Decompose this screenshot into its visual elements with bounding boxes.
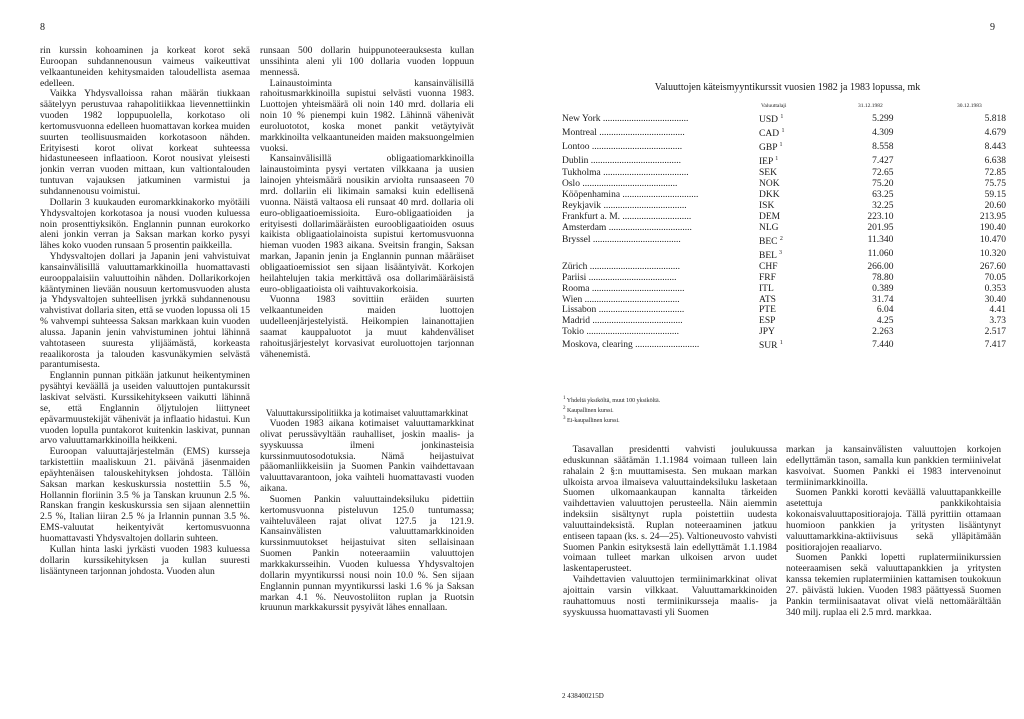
- value-1982-cell: 31.74: [872, 294, 894, 305]
- header-currency: Valuuttalaji: [761, 103, 787, 109]
- currency-cell: JPY: [759, 327, 775, 338]
- paragraph: Vaihdettavien valuuttojen termiinimarkkinat olivat ajoittain varsin vilkkaat. Valuuttamarkkinoiden rauhattomuus nosti termiinikursseja maalis- ja syyskuussa huomattavasti yli Suomen: [563, 574, 777, 618]
- column-2-top: [260, 46, 474, 376]
- footnote: $^3$ Ei-kaupallinen kurssi.: [563, 416, 620, 424]
- paragraph: Suomen Pankki lopetti ruplatermiinikurssien noteeraamisen sekä valuuttapankkien ja yritysten kanssa tekemien ruplatermiinien kattamisen toukokuun 27. päivästä lukien. Vuoden 1983 päättyessä Suomen Pankin termiinisaatavat olivat vielä nettomäärältään 340 milj. ruplaa eli 2.5 mrd. markkaa.: [786, 552, 1001, 618]
- table-footnotes: [563, 395, 660, 425]
- table-row: [562, 262, 1006, 273]
- currency-cell: GBP $^1$: [759, 142, 783, 154]
- city-cell: Lissabon ....................................: [562, 305, 685, 316]
- currency-cell: BEC $^2$: [759, 235, 783, 247]
- page-number-left: 8: [40, 22, 45, 33]
- currency-cell: ISK: [759, 200, 775, 211]
- table-row: [562, 190, 1006, 201]
- paragraph: markan ja kansainvälisten valuuttojen korkojen edellyttämän tason, samalla kun pankkien termiinivelat kasvoivat. Suomen Pankki ei 1983 intervenoinut termiinimarkkinoilla.: [786, 445, 1001, 488]
- city-cell: Pariisi .....................................: [562, 272, 677, 283]
- footnote: $^2$ Kaupallinen kurssi.: [563, 406, 614, 414]
- paragraph: Englannin punnan pitkään jatkunut heikentyminen pysähtyi keväällä ja useiden valuuttojen puntakurssit laskivat selvästi. Kurssikehitykseen vaikutti lähinnä se, että Englannin öljytulojen liittyneet epävarmuustekijät vähenivät ja inflaatio hidastui. Kun vuoden lopulla puntakorot kuitenkin laskivat, punnan arvo valuuttamarkkinoilla heikkeni.: [40, 370, 250, 447]
- paragraph: Vuoden 1983 aikana kotimaiset valuuttamarkkinat olivat perussävyltään rauhalliset, joskin maalis- ja syyskuussa ilmeni jonkinasteisia kurssinmuutosodotuksia. Nämä heijastuivat pääomanliikkeisiin ja Suomen Pankin vaihdettavaan valuuttavarantoon, joka vaihteli huomattavasti vuoden aikana.: [260, 418, 474, 495]
- table-row: [562, 327, 1006, 338]
- column-1: [40, 46, 250, 706]
- column-4: [786, 445, 1001, 695]
- city-cell: [562, 248, 753, 262]
- value-1983-cell: 4.41: [989, 305, 1006, 316]
- city-cell: Oslo ........................................: [562, 179, 678, 190]
- value-1983-cell: 267.60: [979, 261, 1006, 272]
- value-1983-cell: 0.353: [984, 283, 1006, 294]
- value-1983-cell: 5.818: [984, 113, 1006, 124]
- city-cell: New York ....................................: [562, 113, 689, 124]
- table-row: [562, 273, 1006, 284]
- footnote: $^1$ Yhdeltä yksiköltä, muut 100 yksiköltä.: [563, 396, 661, 404]
- table-row: [562, 126, 1006, 140]
- currency-cell: SEK: [759, 168, 777, 179]
- value-1983-cell: 75.75: [984, 179, 1006, 190]
- city-cell: Zürich ......................................: [562, 261, 680, 272]
- value-1982-cell: 0.389: [872, 283, 894, 294]
- value-1982-cell: 7.427: [872, 155, 894, 166]
- value-1982-cell: 72.65: [872, 168, 894, 179]
- currency-cell: BEL $^3$: [759, 249, 782, 261]
- city-cell: Amsterdam ...................................: [562, 222, 692, 233]
- value-1982-cell: 266.00: [867, 261, 894, 272]
- city-cell: Moskova, clearing ...........................: [562, 339, 700, 350]
- currency-cell: CHF: [759, 261, 778, 272]
- value-1983-cell: 70.05: [984, 272, 1006, 283]
- city-cell: Bryssel .....................................: [562, 235, 681, 246]
- value-1982-cell: 78.80: [872, 272, 894, 283]
- table-row: [562, 305, 1006, 316]
- paragraph: runsaan 500 dollarin huippunoteerauksesta kullan unssihinta aleni yli 100 dollaria vuoden loppuun mennessä.: [260, 46, 474, 78]
- table-row: [562, 338, 1006, 352]
- value-1983-cell: 59.15: [984, 190, 1006, 201]
- value-1982-cell: 11.340: [867, 235, 894, 246]
- currency-cell: CAD $^1$: [759, 128, 785, 140]
- value-1983-cell: 7.417: [984, 339, 1006, 350]
- column-2-bottom: [260, 408, 474, 708]
- paragraph: Kansainvälisillä obligaatiomarkkinoilla lainaustoiminta pysyi vertaten vilkkaana ja uusien lainojen yhteismäärä nousikin arviolta runsaaseen 70 mrd. dollariin eli likimain samaksi kuin edellisenä vuonna. Näistä valtaosa eli runsaat 40 mrd. dollaria oli euro-obligaatioemissioita. Euro-obligaatioiden ja erityisesti dollarimääräisten euroobligaatioiden osuus kaikista obligaatiolainoista supistui kertomusvuonna hieman vuoden 1983 aikana. Sveitsin frangin, Saksan markan, Japanin jenin ja Englannin punnan määräiset obligaatioemissiot sen sijaan lisääntyivät. Korkojen heilahtelujen takia merkittävä osa dollarimääräisistä euro-obligaatioista oli vaihtuvakorkoisia.: [260, 153, 474, 295]
- table-row: [562, 248, 1006, 262]
- city-cell: Madrid ......................................: [562, 316, 683, 327]
- paragraph: Tasavallan presidentti vahvisti joulukuussa eduskunnan säätämän 1.1.1984 voimaan tulleen lain rahalain 2 §:n muuttamisesta. Sen mukaan markan ulkoista arvoa ilmaiseva valuuttaindeksiluku lasketaan Suomen ulkomaankaupan kannalta tärkeiden vaihdettavien valuuttojen perusteella. Näin aiemmin indeksiin sisältynyt rupla poistettiin uudesta valuuttaindeksistä. Ruplan noteeraaminen jatkuu entiseen tapaan (ks. s. 24—25). Valtioneuvosto vahvisti Suomen Pankin esityksestä lain edellyttämät 1.1.1984 voimaan tulleet markan ulkoisen arvon uudet laskentaperusteet.: [563, 445, 777, 575]
- currency-cell: NOK: [759, 179, 780, 190]
- value-1983-cell: 2.517: [984, 327, 1006, 338]
- table-row: [562, 223, 1006, 234]
- value-1983-cell: 10.320: [979, 249, 1006, 260]
- city-cell: Frankfurt a. M. .............................: [562, 211, 692, 222]
- paragraph: Kullan hinta laski jyrkästi vuoden 1983 kuluessa dollarin kurssikehityksen ja kullan suuresti lisääntyneen tarjonnan johdosta. Vuoden alun: [40, 543, 250, 577]
- value-1982-cell: 63.25: [872, 190, 894, 201]
- currency-cell: ESP: [759, 316, 776, 327]
- city-cell: Tukholma ....................................: [562, 168, 689, 179]
- value-1983-cell: 3.73: [989, 316, 1006, 327]
- value-1982-cell: 75.20: [872, 179, 894, 190]
- city-cell: Wien ........................................: [562, 294, 680, 305]
- table-row: [562, 201, 1006, 212]
- currency-cell: PTE: [759, 305, 776, 316]
- value-1983-cell: 4.679: [984, 127, 1006, 138]
- value-1982-cell: 2.263: [872, 327, 894, 338]
- value-1982-cell: 7.440: [872, 339, 894, 350]
- paragraph: Suomen Pankin valuuttaindeksiluku pidettiin kertomusvuonna pisteluvun 125.0 tuntumassa; vaihteluväleen rajat olivat 127.5 ja 121.9. Kansainvälisten valuuttamarkkinoiden kurssinmuutokset heijastuivat siten sellaisinaan Suomen Pankin noteeraamiin valuuttojen markkakursseihin. Vuoden kuluessa Yhdysvaltojen dollarin myyntikurssi nousi noin 10.0 %. Sen sijaan Englannin punnan myyntikurssi laski 1.6 % ja Saksan markan 4.1 %. Neuvostoliiton ruplan ja Ruotsin kruunun markkakurssit pysyivät lähes ennallaan.: [260, 493, 474, 614]
- city-cell: Dublin ......................................: [562, 155, 682, 166]
- value-1982-cell: 8.558: [872, 141, 894, 152]
- city-cell: Tokio .......................................: [562, 327, 680, 338]
- value-1983-cell: 30.40: [984, 294, 1006, 305]
- paragraph: rin kurssin kohoaminen ja korkeat korot sekä Euroopan suhdannenousun vaimeus vaikeuttivat velkaantuneiden kehitysmaiden taloudellista asemaa edelleen.: [40, 46, 250, 89]
- column-3: [563, 445, 777, 695]
- value-1983-cell: 213.95: [979, 211, 1006, 222]
- city-cell: Montreal ....................................: [562, 127, 685, 138]
- city-cell: Reykjavik ...................................: [562, 200, 687, 211]
- currency-cell: DEM: [759, 211, 781, 222]
- value-1983-cell: 6.638: [984, 155, 1006, 166]
- table-row: [562, 212, 1006, 223]
- table-row: [562, 234, 1006, 248]
- paragraph: Vaikka Yhdysvalloissa rahan määrän tiukkaan säätelyyn perustuvaa rahapolitiikkaa lievennettiinkin vuoden 1982 loppupuolella, korkotaso oli kertomusvuonna edelleen huomattavan korkea muiden suurten teollisuusmaiden korkotasoon nähden. Erityisesti korot olivat korkeat suhteessa hidastuneeseen inflaatioon. Korot nousivat yleisesti jonkin verran vuoden mittaan, kun valtiontalouden tuntuvan vajauksen jatkuminen varmistui ja suhdannenousu voimistui.: [40, 88, 250, 197]
- city-cell: Rooma .......................................: [562, 283, 685, 294]
- section-heading: Valuuttakurssipolitiikka ja kotimaiset valuuttamarkkinat: [265, 408, 469, 418]
- table-row: [562, 284, 1006, 295]
- city-cell: Kööpenhamina ................................: [562, 190, 699, 201]
- paragraph: Vuonna 1983 sovittiin eräiden suurten velkaantuneiden maiden luottojen uudelleenjärjestelyistä. Heikompien lainanottajien saamat kauppaluotot ja muut kahdenväliset rahoitusjärjestelyt korvasivat euroluottojen tarjonnan vähenemistä.: [260, 294, 474, 360]
- value-1982-cell: 201.95: [867, 222, 894, 233]
- value-1982-cell: 4.309: [872, 127, 894, 138]
- paragraph: Lainaustoiminta kansainvälisillä rahoitusmarkkinoilla supistui selvästi vuonna 1983. Luottojen yhteismäärä oli noin 140 mrd. dollaria eli noin 10 % pienempi kuin 1982. Lähinnä vähenivät euroluototot, koska monet pankit vetäytyivät markkinoilta velkaantuneiden maiden maksuongelmien vuoksi.: [260, 77, 474, 154]
- currency-cell: FRF: [759, 272, 776, 283]
- header-1982: 31.12.1982: [858, 103, 883, 109]
- value-1982-cell: 11.060: [867, 249, 894, 260]
- header-1983: 30.12.1983: [957, 103, 982, 109]
- value-1982-cell: 5.299: [872, 113, 894, 124]
- currency-cell: DKK: [759, 190, 780, 201]
- value-1982-cell: 32.25: [872, 200, 894, 211]
- exchange-rate-table: [562, 112, 1006, 352]
- table-row: [562, 295, 1006, 306]
- city-cell: Lontoo ......................................: [562, 141, 683, 152]
- table-row: [562, 112, 1006, 126]
- paragraph: Yhdysvaltojen dollari ja Japanin jeni vahvistuivat kansainvälisillä valuuttamarkkinoilla huomattavasti eurooppalaisiin valuuttoihin nähden. Dollarikorkojen kääntyminen lievään nousuun kertomusvuoden alusta ja Yhdysvaltojen suhteellisen jyrkkä suhdannenousu vahvistivat dollaria siten, että se vuoden lopussa oli 15 % vahvempi suhteessa Saksan markkaan kuin vuoden alussa. Japanin jenin vahvistuminen johtui lähinnä vahtotaseen suuresta ylijäämästä, korkeasta reaalikorosta ja talouden kasvunäkymien selvästä parantumisesta.: [40, 251, 250, 371]
- paragraph: Dollarin 3 kuukauden euromarkkinakorko myötäili Yhdysvaltojen korkotasoa ja nousi vuoden kuluessa noin prosenttiyksikön. Englannin punnan eurokorko aleni jonkin verran ja Saksan markan korko pysyi lähes koko vuoden runsaan 5 prosentin paikkeilla.: [40, 196, 250, 252]
- value-1982-cell: 6.04: [876, 305, 894, 316]
- footer-code: 2 438400215D: [562, 692, 604, 700]
- currency-cell: SUR $^1$: [759, 340, 783, 352]
- paragraph: Euroopan valuuttajärjestelmän (EMS) kursseja tarkistettiin maaliskuun 21. päivänä jäsenmaiden epäyhtenäisen talouskehityksen johdosta. Tällöin Saksan markan keskuskurssia nostettiin 5.5 %, Hollannin floriinin 3.5 % ja Tanskan kruunun 2.5 %. Ranskan frangin keskuskurssia sen sijaan alennettiin 2.5 %, Italian liiran 2.5 % ja Irlannin punnan 3.5 %. EMS-valuutat heikentyivät kertomusvuonna huomattavasti Yhdysvaltojen dollarin suhteen.: [40, 446, 250, 544]
- value-1983-cell: 190.40: [979, 222, 1006, 233]
- page-number-right: 9: [990, 22, 995, 33]
- value-1983-cell: 20.60: [984, 200, 1006, 211]
- value-1982-cell: 223.10: [867, 211, 894, 222]
- currency-cell: ATS: [759, 294, 776, 305]
- table-title: Valuuttojen käteismyyntikurssit vuosien 1982 ja 1983 lopussa, mk: [654, 82, 921, 93]
- paragraph: Suomen Pankki korotti keväällä valuuttapankkeille asetettuja pankkikohtaisia kokonaisvaluuttapositiorajoja. Tällä pyrittiin ottamaan huomioon pankkien ja yritysten lisääntynyt valuuttamarkkina-aktiivisuus sekä ylläpitämään positiorajojen reaaliarvo.: [786, 487, 1001, 553]
- table-row: [562, 140, 1006, 154]
- table-row: [562, 154, 1006, 168]
- table-row: [562, 179, 1006, 190]
- table-row: [562, 316, 1006, 327]
- currency-cell: NLG: [759, 222, 779, 233]
- value-1983-cell: 72.85: [984, 168, 1006, 179]
- value-1982-cell: 4.25: [876, 316, 894, 327]
- currency-cell: IEP $^1$: [759, 156, 779, 168]
- table-row: [562, 168, 1006, 179]
- value-1983-cell: 10.470: [979, 235, 1006, 246]
- currency-cell: USD $^1$: [759, 114, 784, 126]
- currency-cell: ITL: [759, 283, 774, 294]
- value-1983-cell: 8.443: [984, 141, 1006, 152]
